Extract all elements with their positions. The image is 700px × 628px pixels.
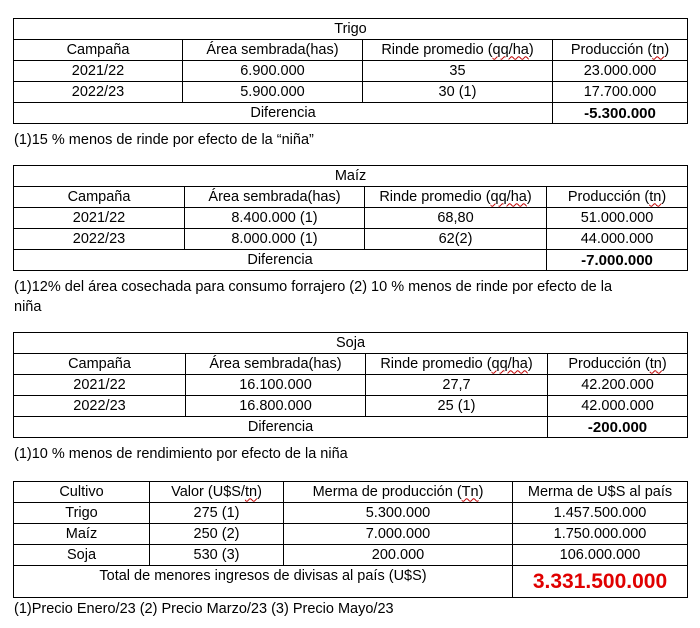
soja-diff-row bbox=[14, 417, 688, 438]
table-row: Trigo 275 (1) 5.300.000 1.457.500.000 bbox=[14, 503, 688, 524]
header-area: Área sembrada(has) bbox=[183, 40, 363, 61]
maiz-header-row bbox=[14, 187, 688, 208]
table-row: 2022/23 5.900.000 30 (1) 17.700.000 bbox=[14, 82, 688, 103]
table-row: 2022/23 16.800.000 25 (1) 42.000.000 bbox=[14, 396, 688, 417]
header-merma-usd: Merma de U$S al país bbox=[513, 482, 688, 503]
trigo-title: Trigo bbox=[14, 19, 688, 40]
header-area: Área sembrada(has) bbox=[185, 187, 365, 208]
soja-note: (1)10 % menos de rendimiento por efecto de la niña bbox=[14, 446, 348, 462]
diff-value: -200.000 bbox=[548, 417, 688, 438]
header-cultivo: Cultivo bbox=[14, 482, 150, 503]
resumen-note: (1)Precio Enero/23 (2) Precio Marzo/23 (3) Precio Mayo/23 bbox=[14, 601, 394, 617]
trigo-header-row bbox=[14, 40, 688, 61]
table-row: 2021/22 16.100.000 27,7 42.200.000 bbox=[14, 375, 688, 396]
resumen-table bbox=[13, 481, 688, 598]
trigo-note: (1)15 % menos de rinde por efecto de la “niña” bbox=[14, 132, 314, 148]
table-row: Soja 530 (3) 200.000 106.000.000 bbox=[14, 545, 688, 566]
diff-label: Diferencia bbox=[14, 417, 548, 438]
diff-label: Diferencia bbox=[14, 250, 547, 271]
total-value: 3.331.500.000 bbox=[513, 566, 688, 598]
maiz-note-line1: (1)12% del área cosechada para consumo forrajero (2) 10 % menos de rinde por efecto de la bbox=[14, 279, 613, 295]
header-rinde: Rinde promedio (qq/ha) bbox=[365, 187, 547, 208]
header-produccion: Producción (tn) bbox=[553, 40, 688, 61]
maiz-note-line2: niña bbox=[14, 299, 42, 315]
diff-value: -5.300.000 bbox=[553, 103, 688, 124]
resumen-header-row bbox=[14, 482, 688, 503]
header-campana: Campaña bbox=[14, 40, 183, 61]
maiz-table bbox=[13, 165, 688, 271]
header-area: Área sembrada(has) bbox=[186, 354, 366, 375]
table-row: Maíz 250 (2) 7.000.000 1.750.000.000 bbox=[14, 524, 688, 545]
header-campana: Campaña bbox=[14, 354, 186, 375]
total-label: Total de menores ingresos de divisas al país (U$S) bbox=[14, 566, 513, 598]
maiz-diff-row bbox=[14, 250, 688, 271]
header-campana: Campaña bbox=[14, 187, 185, 208]
soja-header-row bbox=[14, 354, 688, 375]
maiz-title: Maíz bbox=[14, 166, 688, 187]
trigo-table bbox=[13, 18, 688, 124]
header-merma: Merma de producción (Tn) bbox=[284, 482, 513, 503]
soja-title: Soja bbox=[14, 333, 688, 354]
header-rinde: Rinde promedio (qq/ha) bbox=[363, 40, 553, 61]
diff-value: -7.000.000 bbox=[547, 250, 688, 271]
trigo-diff-row bbox=[14, 103, 688, 124]
soja-table bbox=[13, 332, 688, 438]
table-row: 2021/22 6.900.000 35 23.000.000 bbox=[14, 61, 688, 82]
table-row: 2022/23 8.000.000 (1) 62(2) 44.000.000 bbox=[14, 229, 688, 250]
resumen-total-row bbox=[14, 566, 688, 598]
header-valor: Valor (U$S/tn) bbox=[150, 482, 284, 503]
header-produccion: Producción (tn) bbox=[547, 187, 688, 208]
header-rinde: Rinde promedio (qq/ha) bbox=[366, 354, 548, 375]
header-produccion: Producción (tn) bbox=[548, 354, 688, 375]
diff-label: Diferencia bbox=[14, 103, 553, 124]
table-row: 2021/22 8.400.000 (1) 68,80 51.000.000 bbox=[14, 208, 688, 229]
